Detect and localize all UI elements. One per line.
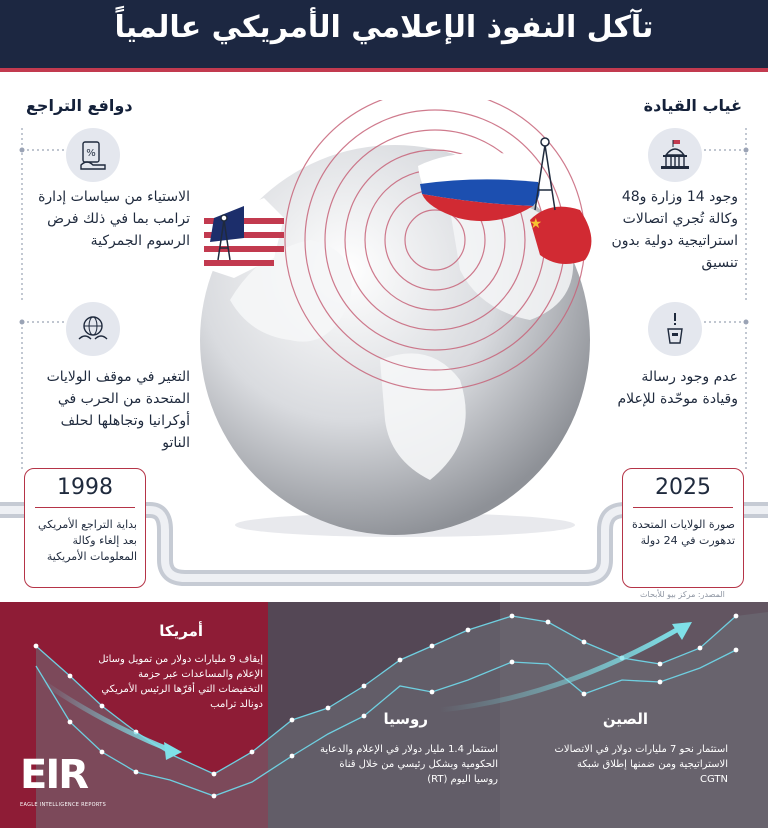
timeline-end-text: صورة الولايات المتحدة تدهورت في 24 دولة [632,518,735,547]
right-item-1-text: وجود 14 وزارة و48 وكالة تُجري اتصالات استراتيجية دولية بدون تنسيق [611,189,738,271]
right-section-title: غياب القيادة [643,96,742,115]
timeline-end-divider [633,507,733,508]
globe-illustration [190,100,610,540]
country-russia-text: استثمار 1.4 مليار دولار في الإعلام والدعاية الحكومية وبشكل رئيسي من خلال قناة روسيا اليوم (RT) [320,744,498,785]
svg-text:%: % [86,148,96,159]
timeline-start-divider [35,507,135,508]
timeline-start-box [24,468,146,588]
country-usa-text: إيقاف 9 مليارات دولار من تمويل وسائل الإعلام والمساعدات عبر حزمة التخفيضات التي أقرّها الرئيس الأمريكي دونالد ترامب [98,654,263,710]
logo-mark: EIR [20,752,88,798]
svg-text:★: ★ [529,216,542,232]
left-item-2-text: التغير في موقف الولايات المتحدة من الحرب في أوكرانيا وتجاهلها لحلف الناتو [46,369,190,451]
source-note: المصدر: مركز بيو للأبحاث [640,590,725,599]
timeline-end-year: 2025 [655,475,711,500]
timeline-start-text: بداية التراجع الأمريكي بعد إلغاء وكالة المعلومات الأمريكية [38,518,137,563]
usa-flag-map [204,198,284,278]
country-china-title: الصين [602,710,648,728]
country-china-text: استثمار نحو 7 مليارات دولار في الاتصالات الاستراتيجية ومن ضمنها إطلاق شبكة CGTN [554,744,728,785]
timeline-start-year: 1998 [57,475,113,500]
left-section-title: دوافع التراجع [26,96,133,115]
logo-subtitle: EAGLE INTELLIGENCE REPORTS [20,802,107,808]
left-item-1-text: الاستياء من سياسات إدارة ترامب بما في ذلك فرض الرسوم الجمركية [38,189,190,249]
page-title: تآكل النفوذ الإعلامي الأمريكي عالمياً [114,10,654,45]
eir-logo [20,752,120,812]
timeline-end-box [622,468,744,588]
country-russia-title: روسيا [383,710,428,728]
right-item-2-text: عدم وجود رسالة وقيادة موحّدة للإعلام [617,369,738,407]
country-usa-title: أمريكا [159,622,203,640]
